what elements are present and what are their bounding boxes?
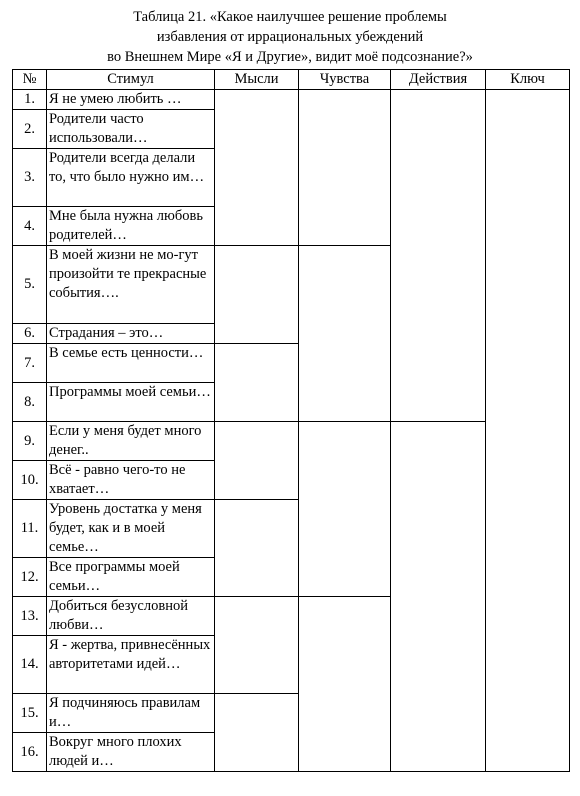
row-stimulus: Страдания – это… — [47, 324, 215, 344]
caption-line-1: Таблица 21. «Какое наилучшее решение проблемы — [133, 9, 447, 25]
row-stimulus: Я - жертва, привнесённых авторитетами идей… — [47, 636, 215, 694]
thoughts-cell[interactable] — [215, 597, 299, 694]
row-number: 15. — [13, 694, 47, 733]
key-cell[interactable] — [486, 90, 570, 772]
row-stimulus: Добиться безусловной любви… — [47, 597, 215, 636]
header-key: Ключ — [486, 70, 570, 90]
table-row — [13, 90, 570, 110]
row-number: 5. — [13, 246, 47, 324]
caption-line-3: во Внешнем Мире «Я и Другие», видит моё подсознание?» — [107, 49, 473, 65]
row-number: 9. — [13, 422, 47, 461]
row-number: 13. — [13, 597, 47, 636]
header-stimulus: Стимул — [47, 70, 215, 90]
header-row — [13, 70, 570, 90]
row-number: 14. — [13, 636, 47, 694]
row-stimulus: Всё - равно чего-то не хватает… — [47, 461, 215, 500]
row-number: 10. — [13, 461, 47, 500]
row-number: 11. — [13, 500, 47, 558]
stimulus-table — [12, 69, 570, 772]
row-stimulus: Мне была нужна любовь родителей… — [47, 207, 215, 246]
header-actions: Действия — [391, 70, 486, 90]
row-number: 4. — [13, 207, 47, 246]
thoughts-cell[interactable] — [215, 422, 299, 500]
caption-line-2: избавления от иррациональных убеждений — [156, 29, 424, 45]
feelings-cell[interactable] — [299, 90, 391, 246]
actions-cell[interactable] — [391, 422, 486, 772]
row-stimulus: Я не умею любить … — [47, 90, 215, 110]
feelings-cell[interactable] — [299, 422, 391, 597]
row-number: 2. — [13, 110, 47, 149]
row-number: 16. — [13, 733, 47, 772]
row-stimulus: В моей жизни не мо-гут произойти те прекрасные события…. — [47, 246, 215, 324]
row-number: 3. — [13, 149, 47, 207]
row-stimulus: Уровень достатка у меня будет, как и в моей семье… — [47, 500, 215, 558]
row-stimulus: В семье есть ценности… — [47, 344, 215, 383]
row-stimulus: Я подчиняюсь правилам и… — [47, 694, 215, 733]
header-number: № — [13, 70, 47, 90]
thoughts-cell[interactable] — [215, 694, 299, 772]
thoughts-cell[interactable] — [215, 344, 299, 422]
feelings-cell[interactable] — [299, 246, 391, 422]
row-number: 12. — [13, 558, 47, 597]
row-stimulus: Программы моей семьи… — [47, 383, 215, 422]
actions-cell[interactable] — [391, 90, 486, 422]
row-number: 6. — [13, 324, 47, 344]
row-number: 7. — [13, 344, 47, 383]
feelings-cell[interactable] — [299, 597, 391, 772]
row-stimulus: Родители всегда делали то, что было нужно им… — [47, 149, 215, 207]
table-caption — [0, 7, 580, 67]
header-thoughts: Мысли — [215, 70, 299, 90]
thoughts-cell[interactable] — [215, 246, 299, 344]
header-feelings: Чувства — [299, 70, 391, 90]
row-number: 8. — [13, 383, 47, 422]
row-stimulus: Если у меня будет много денег.. — [47, 422, 215, 461]
row-stimulus: Вокруг много плохих людей и… — [47, 733, 215, 772]
row-number: 1. — [13, 90, 47, 110]
thoughts-cell[interactable] — [215, 90, 299, 246]
row-stimulus: Родители часто использовали… — [47, 110, 215, 149]
row-stimulus: Все программы моей семьи… — [47, 558, 215, 597]
thoughts-cell[interactable] — [215, 500, 299, 597]
